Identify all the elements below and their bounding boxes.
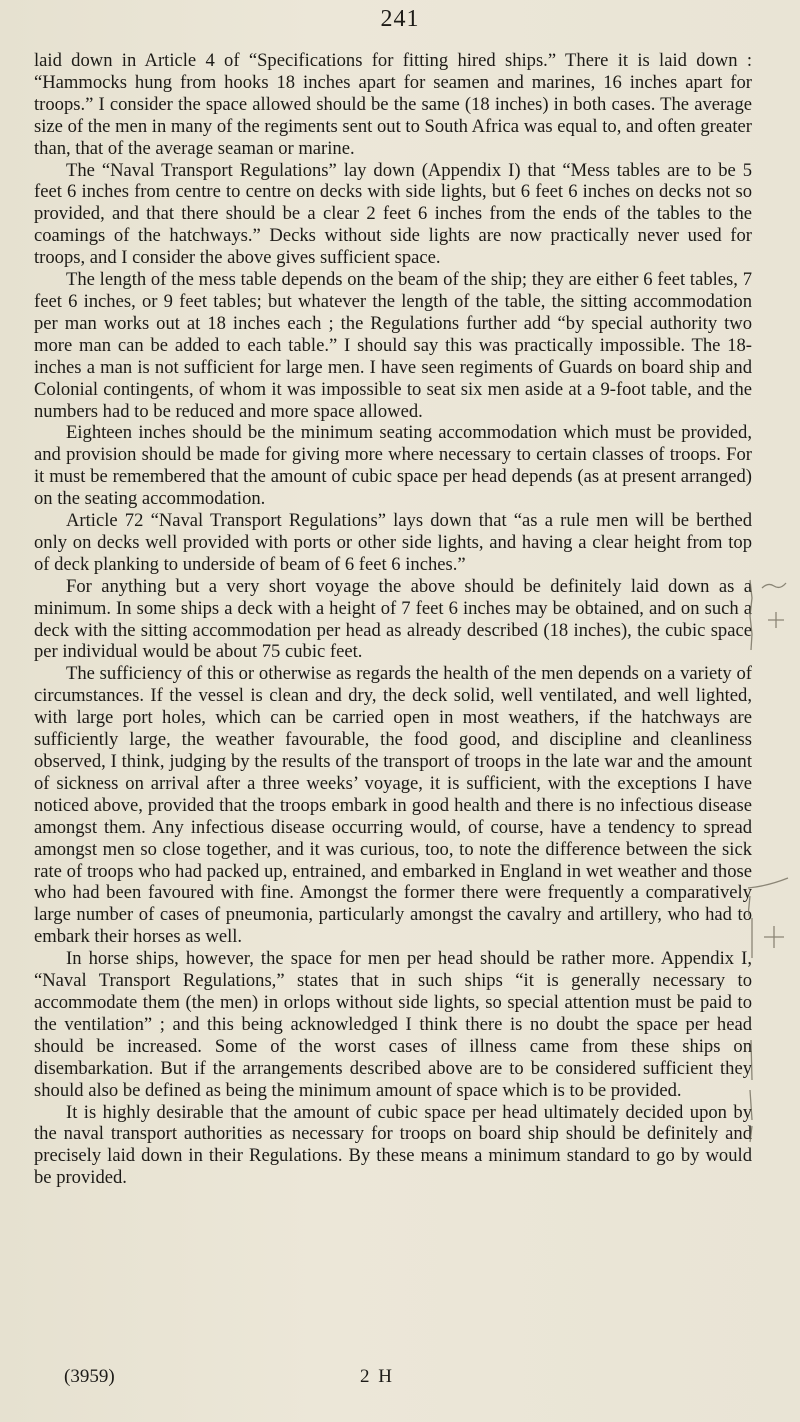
paragraph: The length of the mess table depends on the beam of the ship; they are either 6 feet tables, 7 feet 6 inches, or 9 feet tables; but whatever the length of the table, the sitting accommodation per man works out at 18 inches each ; the Regulations further add “by special authority two more man can be added to each table.” I should say this was practically impossible. The 18-inches a man is not sufficient for large men. I have seen regiments of Guards on board ship and Colonial contingents, of whom it was impossible to seat six men aside at a 9-foot table, and the numbers had to be reduced and more space allowed. (34, 269, 752, 422)
paragraph: In horse ships, however, the space for men per head should be rather more. Appendix I, “Naval Transport Regulations,” states that in such ships “it is generally necessary to accommodate them (the men) in orlops without side lights, so special attention must be paid to the ventilation” ; and this being acknowledged I think there is no doubt the space per head should be increased. Some of the worst cases of illness came from these ships on disembarkation. But if the arrangements described above are to be considered sufficient they should also be defined as being the minimum amount of space which is to be provided. (34, 948, 752, 1101)
margin-pencil-marks (748, 0, 800, 1422)
sheet-mark: 2 H (360, 1366, 394, 1387)
paragraph: It is highly desirable that the amount of cubic space per head ultimately decided upon by the naval transport authorities as necessary for troops on board ship should be definitely and precisely laid down in their Regulations. By these means a minimum standard to go by would be provided. (34, 1101, 752, 1189)
paragraph: Article 72 “Naval Transport Regulations” lays down that “as a rule men will be berthed only on decks well provided with ports or other side lights, and having a clear height from top of deck planking to underside of beam of 6 feet 6 inches.” (34, 510, 752, 575)
body-text (34, 50, 752, 1189)
printer-signature: (3959) (64, 1366, 115, 1387)
page-number: 241 (380, 6, 420, 32)
paragraph: The sufficiency of this or otherwise as regards the health of the men depends on a variety of circumstances. If the vessel is clean and dry, the deck solid, well ventilated, and well lighted, with large port holes, which can be carried open in most weathers, if the hatchways are sufficiently large, the weather favourable, the food good, and discipline and cleanliness observed, I think, judging by the results of the transport of troops in the late war and the amount of sickness on arrival after a three weeks’ voyage, it is sufficient, with the exceptions I have noticed above, provided that the troops embark in good health and there is no infectious disease amongst them. Any infectious disease occurring would, of course, have a tendency to spread amongst men so close together, and it was curious, too, to note the difference between the sick rate of troops who had packed up, entrained, and embarked in England in wet weather and those who had been favoured with fine. Amongst the former there were frequently a comparatively large number of cases of pneumonia, particularly amongst the cavalry and artillery, who had to embark their horses as well. (34, 663, 752, 948)
paragraph: Eighteen inches should be the minimum seating accommodation which must be provided, and provision should be made for giving more where necessary to certain classes of troops. For it must be remembered that the amount of cubic space per head depends (as at present arranged) on the seating accommodation. (34, 422, 752, 510)
paragraph: For anything but a very short voyage the above should be definitely laid down as a minimum. In some ships a deck with a height of 7 feet 6 inches may be obtained, and on such a deck with the sitting accommodation per head as already described (18 inches), the cubic space per individual would be about 75 cubic feet. (34, 575, 752, 663)
paragraph: laid down in Article 4 of “Specifications for fitting hired ships.” There it is laid down : “Hammocks hung from hooks 18 inches apart for seamen and marines, 16 inches apart for troops.” I consider the space allowed should be the same (18 inches) in both cases. The average size of the men in many of the regiments sent out to South Africa was equal to, and often greater than, that of the average seaman or marine. (34, 50, 752, 159)
paragraph: The “Naval Transport Regulations” lay down (Appendix I) that “Mess tables are to be 5 feet 6 inches from centre to centre on decks with side lights, but 6 feet 6 inches on decks not so provided, and that there should be a clear 2 feet 6 inches from the ends of the tables to the coamings of the hatchways.” Decks without side lights are now practically never used for troops, and I consider the above gives sufficient space. (34, 159, 752, 269)
